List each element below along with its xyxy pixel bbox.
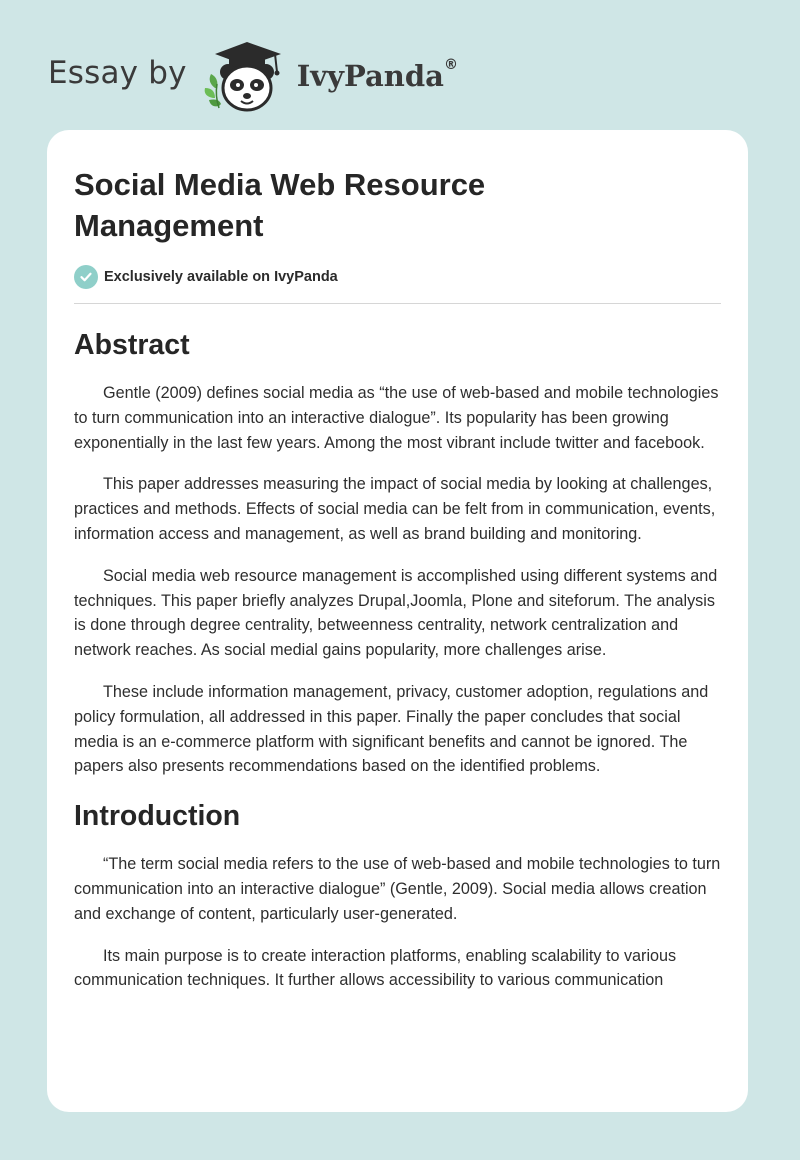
paragraph: This paper addresses measuring the impact of social media by looking at challenges, practices and methods. Effects of social media can be felt from in communication, events, information access and management, as well as brand building and monitoring. <box>74 475 716 543</box>
check-icon <box>74 265 98 289</box>
brand-text: IvyPanda <box>296 59 444 93</box>
essay-by-label: Essay by <box>48 55 187 91</box>
exclusive-label: Exclusively available on IvyPanda <box>104 269 338 285</box>
site-header <box>48 36 458 116</box>
paragraph: “The term social media refers to the use of web-based and mobile technologies to turn communication into an interactive dialogue” (Gentle, 2009). Social media allows creation and exchange of content, particularly user-generated. <box>74 855 721 923</box>
paragraph: Its main purpose is to create interaction platforms, enabling scalability to various communication techniques. It further allows accessibility to various communication <box>74 946 677 990</box>
essay-card <box>47 130 748 1112</box>
paragraph: Gentle (2009) defines social media as “the use of web-based and mobile technologies to turn communication into an interactive dialogue”. Its popularity has been growing exponentially in the last few years. Among the most vibrant include twitter and facebook. <box>74 384 719 452</box>
brand-name[interactable] <box>297 59 458 93</box>
essay-title: Social Media Web Resource Management <box>74 167 486 243</box>
paragraph: These include information management, privacy, customer adoption, regulations and policy formulation, all addressed in this paper. Finally the paper concludes that social media is an e-commerce platform with significant benefits and cannot be ignored. The papers also presents recommendations based on the identified problems. <box>74 682 709 776</box>
registered-mark: ® <box>443 57 458 74</box>
section-heading-abstract: Abstract <box>74 329 190 361</box>
section-heading-introduction: Introduction <box>74 800 241 833</box>
ivypanda-logo-icon[interactable] <box>201 38 293 114</box>
exclusive-badge <box>74 265 721 304</box>
paragraph: Social media web resource management is accomplished using different systems and techniques. This paper briefly analyzes Drupal,Joomla, Plone and siteforum. The analysis is done through degree centrality, betweenness centrality, network centralization and network reaches. As social medial gains popularity, more challenges arise. <box>74 566 718 660</box>
